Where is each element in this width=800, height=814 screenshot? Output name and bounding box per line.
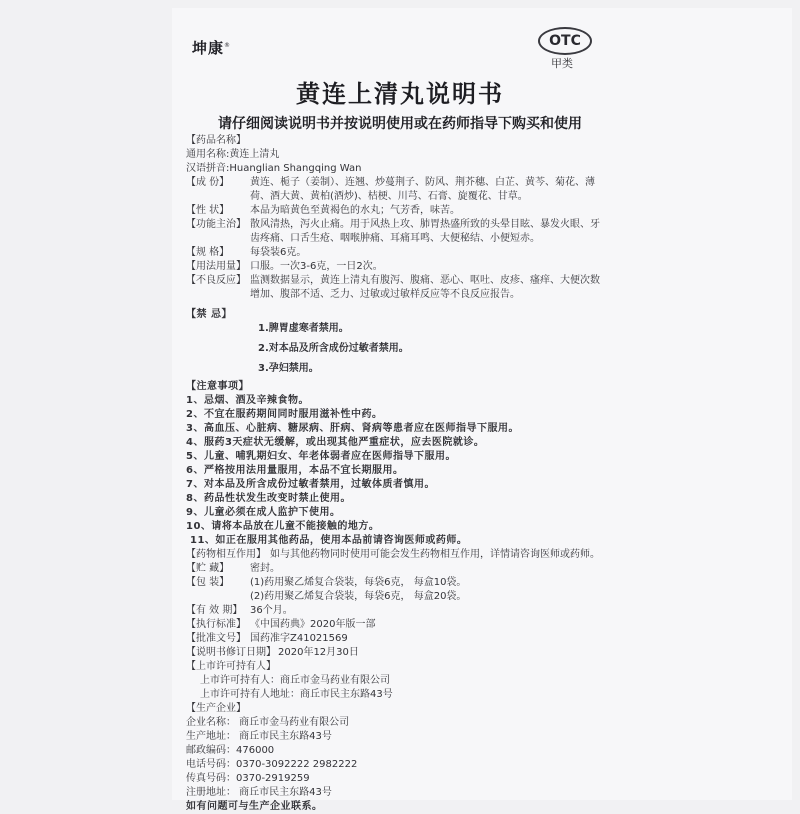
revision-row	[186, 646, 606, 660]
precaution-item: 8、药品性状发生改变时禁止使用。	[186, 493, 351, 504]
ingredients-text: 黄连、栀子（姜制）、连翘、炒蔓荆子、防风、荆芥穗、白芷、黄芩、菊花、薄荷、酒大黄、黄柏(酒炒)、桔梗、川芎、石膏、旋覆花、甘草。	[250, 177, 595, 202]
precaution-item: 5、儿童、哺乳期妇女、年老体弱者应在医师指导下服用。	[186, 451, 456, 462]
precaution-item: 10、请将本品放在儿童不能接触的地方。	[186, 521, 380, 532]
ingredients-label: 【成 份】	[186, 177, 230, 188]
packaging-row	[186, 576, 606, 590]
precaution-item: 9、儿童必须在成人监护下使用。	[186, 507, 341, 518]
mah-heading: 【上市许可持有人】	[186, 661, 276, 672]
storage-text: 密封。	[250, 563, 280, 574]
validity-label: 【有 效 期】	[186, 605, 243, 616]
specification-text: 每袋装6克。	[250, 247, 307, 258]
validity-text: 36个月。	[250, 605, 293, 616]
storage-row	[186, 562, 606, 576]
properties-text: 本品为暗黄色至黄褐色的水丸；气芳香，味苦。	[250, 205, 460, 216]
standard-row	[186, 618, 606, 632]
precaution-item: 7、对本品及所含成份过敏者禁用，过敏体质者慎用。	[186, 479, 435, 490]
name-heading: 【药品名称】	[186, 135, 246, 146]
validity-row	[186, 604, 606, 618]
approval-label: 【批准文号】	[186, 633, 246, 644]
storage-label: 【贮 藏】	[186, 563, 230, 574]
registered-mark: ®	[224, 42, 232, 49]
precaution-item: 6、严格按用法用量服用，本品不宜长期服用。	[186, 465, 404, 476]
manufacturer-name: 企业名称： 商丘市金马药业有限公司	[186, 717, 350, 728]
adverse-text: 监测数据显示，黄连上清丸有腹泻、腹痛、恶心、呕吐、皮疹、瘙痒、大便次数增加、腹部不适、乏力、过敏或过敏样反应等不良反应报告。	[250, 275, 600, 300]
dosage-text: 口服。一次3-6克，一日2次。	[250, 261, 383, 272]
manufacturer-heading: 【生产企业】	[186, 703, 246, 714]
specification-label: 【规 格】	[186, 247, 230, 258]
dosage-label: 【用法用量】	[186, 261, 246, 272]
manufacturer-address: 生产地址： 商丘市民主东路43号	[186, 731, 332, 742]
otc-class: 甲类	[551, 57, 573, 70]
postal-code: 邮政编码：476000	[186, 745, 275, 756]
mah-address: 上市许可持有人地址：商丘市民主东路43号	[200, 689, 393, 700]
brand-name: 坤康	[192, 39, 225, 57]
precaution-item: 2、不宜在服药期间同时服用滋补性中药。	[186, 409, 383, 420]
adverse-row	[186, 274, 606, 302]
indications-row	[186, 218, 606, 246]
revision-label: 【说明书修订日期】	[186, 647, 276, 658]
pinyin-name: 汉语拼音:Huanglian Shangqing Wan	[186, 163, 362, 174]
revision-text: 2020年12月30日	[278, 647, 359, 658]
contraindication-item: 2.对本品及所含成份过敏者禁用。	[258, 343, 409, 354]
fax-number: 传真号码：0370-2919259	[186, 773, 310, 784]
contact-footer: 如有问题可与生产企业联系。	[186, 801, 323, 812]
brand-logo	[192, 37, 231, 58]
precaution-item: 3、高血压、心脏病、糖尿病、肝病、肾病等患者应在医师指导下服用。	[186, 423, 519, 434]
approval-text: 国药准字Z41021569	[250, 633, 348, 644]
interactions-label: 【药物相互作用】	[186, 549, 266, 560]
properties-label: 【性 状】	[186, 205, 230, 216]
ingredients-row	[186, 176, 606, 204]
standard-text: 《中国药典》2020年版一部	[250, 619, 376, 630]
packaging-line: (2)药用聚乙烯复合袋装，每袋6克， 每盒20袋。	[250, 591, 467, 602]
contraindication-item: 1.脾胃虚寒者禁用。	[258, 323, 349, 334]
mah-holder: 上市许可持有人：商丘市金马药业有限公司	[200, 675, 390, 686]
document-title: 黄连上清丸说明书	[296, 80, 504, 108]
indications-label: 【功能主治】	[186, 219, 246, 230]
precautions-label: 【注意事项】	[186, 381, 249, 392]
specification-row	[186, 246, 606, 260]
packaging-line: (1)药用聚乙烯复合袋装，每袋6克， 每盒10袋。	[250, 577, 467, 588]
precaution-item: 1、忌烟、酒及辛辣食物。	[186, 395, 309, 406]
leaflet-content	[186, 134, 606, 814]
common-name: 通用名称:黄连上清丸	[186, 149, 280, 160]
packaging-label: 【包 装】	[186, 577, 230, 588]
packaging-row-2	[186, 590, 606, 604]
registered-address: 注册地址： 商丘市民主东路43号	[186, 787, 332, 798]
precaution-item: 11、如正在服用其他药品，使用本品前请咨询医师或药师。	[190, 535, 468, 546]
contraindication-item: 3.孕妇禁用。	[258, 363, 319, 374]
standard-label: 【执行标准】	[186, 619, 246, 630]
document-subtitle: 请仔细阅读说明书并按说明使用或在药师指导下购买和使用	[218, 116, 582, 132]
indications-text: 散风清热，泻火止痛。用于风热上攻、肺胃热盛所致的头晕目眩、暴发火眼、牙齿疼痛、口舌生疮、咽喉肿痛、耳痛耳鸣、大便秘结、小便短赤。	[250, 219, 600, 244]
contraindications-label: 【禁 忌】	[186, 309, 232, 320]
precaution-item: 4、服药3天症状无缓解，或出现其他严重症状，应去医院就诊。	[186, 437, 485, 448]
interactions-text: 如与其他药物同时使用可能会发生药物相互作用，详情请咨询医师或药师。	[270, 549, 600, 560]
interactions-row	[186, 548, 606, 562]
dosage-row	[186, 260, 606, 274]
adverse-label: 【不良反应】	[186, 275, 246, 286]
otc-badge: OTC	[538, 27, 592, 55]
approval-row	[186, 632, 606, 646]
properties-row	[186, 204, 606, 218]
phone-number: 电话号码：0370-3092222 2982222	[186, 759, 358, 770]
